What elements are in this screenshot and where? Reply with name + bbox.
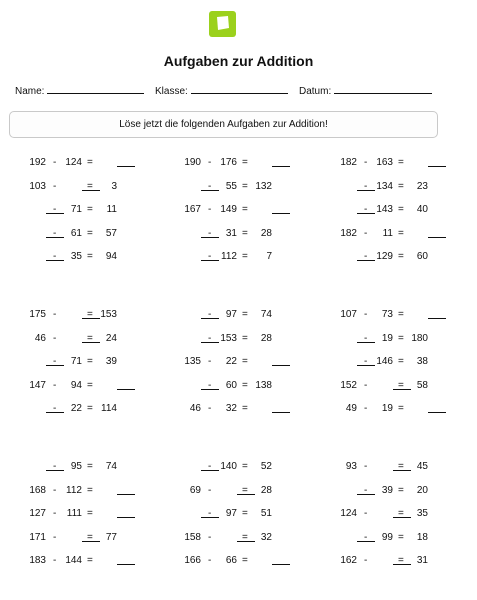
equals-sign: = — [398, 403, 404, 414]
problem-row — [175, 356, 285, 368]
minus-sign: - — [364, 180, 368, 192]
problem-row — [20, 532, 130, 544]
operand-1: 175 — [29, 309, 46, 320]
operand-1: 192 — [29, 157, 46, 168]
result: 180 — [411, 332, 428, 344]
problem-row — [175, 333, 285, 345]
problem-row — [175, 555, 285, 567]
minus-sign: - — [364, 157, 368, 168]
equals-sign: = — [242, 484, 248, 496]
minus-sign: - — [364, 251, 368, 262]
operand-2: 19 — [381, 332, 393, 344]
operand-2: 22 — [225, 356, 237, 367]
problem-row — [175, 485, 285, 497]
result: 94 — [105, 251, 117, 262]
minus-sign: - — [208, 379, 212, 391]
problem-row — [20, 157, 130, 169]
operand-2: 32 — [225, 403, 237, 414]
operand-1: 135 — [184, 356, 201, 367]
minus-sign: - — [208, 356, 212, 367]
minus-sign: - — [208, 484, 212, 496]
result: 3 — [111, 180, 117, 192]
equals-sign: = — [87, 204, 93, 215]
minus-sign: - — [364, 332, 368, 344]
logo-icon — [209, 11, 236, 37]
equals-sign: = — [398, 180, 404, 192]
instruction-box: Löse jetzt die folgenden Aufgaben zur Addition! — [9, 111, 438, 138]
minus-sign: - — [208, 508, 212, 519]
minus-sign: - — [364, 204, 368, 215]
minus-sign: - — [364, 227, 368, 239]
answer-blank[interactable] — [428, 309, 446, 319]
equals-sign: = — [242, 555, 248, 566]
operand-2: 66 — [225, 555, 237, 566]
operand-2: 149 — [220, 204, 237, 215]
result: 7 — [266, 251, 272, 262]
equals-sign: = — [87, 403, 93, 414]
minus-sign: - — [364, 484, 368, 496]
problem-row — [175, 181, 285, 193]
answer-blank[interactable] — [428, 157, 446, 167]
operand-1: 103 — [29, 180, 46, 192]
equals-sign: = — [242, 180, 248, 192]
equals-sign: = — [242, 531, 248, 543]
operand-2: 35 — [70, 251, 82, 262]
result: 28 — [260, 227, 272, 239]
operand-2: 71 — [70, 204, 82, 215]
problem-row — [175, 309, 285, 321]
result: 18 — [416, 531, 428, 543]
klasse-field[interactable] — [155, 84, 288, 97]
minus-sign: - — [53, 508, 57, 519]
minus-sign: - — [208, 461, 212, 472]
equals-sign: = — [242, 309, 248, 320]
equals-sign: = — [87, 227, 93, 239]
equals-sign: = — [87, 508, 93, 519]
operand-2: 94 — [70, 379, 82, 391]
page-title: Aufgaben zur Addition — [163, 53, 314, 69]
answer-blank[interactable] — [117, 555, 135, 565]
answer-blank[interactable] — [272, 555, 290, 565]
minus-sign: - — [208, 531, 212, 543]
problem-row — [20, 555, 130, 567]
operand-2: 143 — [376, 204, 393, 215]
equals-sign: = — [87, 157, 93, 168]
equals-sign: = — [242, 403, 248, 414]
equals-sign: = — [87, 251, 93, 262]
operand-1: 166 — [184, 555, 201, 566]
problem-row — [175, 403, 285, 415]
problem-row — [331, 228, 441, 240]
minus-sign: - — [53, 157, 57, 168]
minus-sign: - — [208, 180, 212, 192]
problem-row — [331, 309, 441, 321]
equals-sign: = — [398, 309, 404, 320]
equals-sign: = — [242, 251, 248, 262]
problem-row — [175, 380, 285, 392]
problem-row — [20, 356, 130, 368]
problem-row — [331, 532, 441, 544]
minus-sign: - — [364, 555, 368, 566]
problem-row — [175, 228, 285, 240]
answer-blank[interactable] — [428, 228, 446, 238]
operand-1: 162 — [340, 555, 357, 566]
equals-sign: = — [87, 180, 93, 192]
result: 138 — [255, 379, 272, 391]
equals-sign: = — [242, 508, 248, 519]
equals-sign: = — [242, 227, 248, 239]
result: 39 — [105, 356, 117, 367]
operand-2: 140 — [220, 461, 237, 472]
operand-1: 127 — [29, 508, 46, 519]
operand-2: 134 — [376, 180, 393, 192]
equals-sign: = — [242, 461, 248, 472]
problem-row — [331, 508, 441, 520]
problem-row — [20, 181, 130, 193]
name-label: Name: — [15, 86, 45, 97]
equals-sign: = — [242, 356, 248, 367]
operand-1: 69 — [189, 484, 201, 496]
minus-sign: - — [364, 531, 368, 543]
operand-2: 112 — [66, 484, 82, 496]
problem-row — [20, 461, 130, 473]
result: 51 — [260, 508, 272, 519]
result: 28 — [260, 484, 272, 496]
minus-sign: - — [208, 157, 212, 168]
result: 74 — [260, 309, 272, 320]
equals-sign: = — [87, 332, 93, 344]
result: 114 — [101, 403, 117, 414]
minus-sign: - — [364, 309, 368, 320]
result: 45 — [416, 461, 428, 472]
problem-row — [175, 461, 285, 473]
result: 24 — [105, 332, 117, 344]
operand-2: 55 — [225, 180, 237, 192]
minus-sign: - — [364, 461, 368, 472]
equals-sign: = — [242, 379, 248, 391]
operand-2: 129 — [376, 251, 393, 262]
equals-sign: = — [87, 531, 93, 543]
problem-row — [20, 204, 130, 216]
problem-row — [331, 485, 441, 497]
equals-sign: = — [87, 309, 93, 320]
problem-row — [20, 508, 130, 520]
result: 28 — [260, 332, 272, 344]
answer-blank[interactable] — [272, 157, 290, 167]
operand-2: 144 — [65, 555, 82, 566]
minus-sign: - — [53, 356, 57, 367]
minus-sign: - — [208, 309, 212, 320]
minus-sign: - — [208, 555, 212, 566]
operand-2: 111 — [66, 508, 82, 519]
minus-sign: - — [208, 251, 212, 262]
operand-1: 46 — [189, 403, 201, 414]
equals-sign: = — [398, 251, 404, 262]
minus-sign: - — [53, 403, 57, 414]
result: 23 — [416, 180, 428, 192]
equals-sign: = — [398, 157, 404, 168]
minus-sign: - — [53, 484, 57, 496]
equals-sign: = — [398, 227, 404, 239]
equals-sign: = — [242, 157, 248, 168]
operand-2: 61 — [70, 227, 82, 239]
minus-sign: - — [53, 227, 57, 239]
klasse-label: Klasse: — [155, 86, 188, 97]
problem-row — [331, 461, 441, 473]
operand-2: 60 — [225, 379, 237, 391]
operand-2: 99 — [381, 531, 393, 543]
answer-blank[interactable] — [428, 403, 446, 413]
operand-1: 167 — [184, 204, 201, 215]
equals-sign: = — [398, 356, 404, 367]
minus-sign: - — [53, 204, 57, 215]
minus-sign: - — [364, 356, 368, 367]
operand-1: 190 — [184, 157, 201, 168]
problem-row — [20, 403, 130, 415]
operand-2: 22 — [70, 403, 82, 414]
result: 52 — [260, 461, 272, 472]
equals-sign: = — [242, 204, 248, 215]
result: 38 — [416, 356, 428, 367]
problem-row — [20, 251, 130, 263]
problem-row — [175, 157, 285, 169]
operand-2: 153 — [220, 332, 237, 344]
operand-1: 124 — [340, 508, 357, 519]
minus-sign: - — [364, 508, 368, 519]
problem-row — [20, 333, 130, 345]
equals-sign: = — [87, 461, 93, 472]
operand-1: 107 — [340, 309, 357, 320]
problem-row — [331, 380, 441, 392]
problem-row — [20, 228, 130, 240]
equals-sign: = — [398, 332, 404, 344]
minus-sign: - — [53, 180, 57, 192]
problem-row — [331, 333, 441, 345]
operand-1: 46 — [34, 332, 46, 344]
datum-field[interactable] — [299, 84, 432, 97]
problem-row — [175, 251, 285, 263]
equals-sign: = — [87, 555, 93, 566]
operand-2: 163 — [376, 157, 393, 168]
equals-sign: = — [398, 555, 404, 566]
klasse-line[interactable] — [191, 84, 288, 94]
answer-blank[interactable] — [272, 356, 290, 366]
answer-blank[interactable] — [272, 204, 290, 214]
equals-sign: = — [87, 379, 93, 391]
equals-sign: = — [398, 204, 404, 215]
problem-row — [331, 403, 441, 415]
result: 77 — [105, 531, 117, 543]
operand-2: 73 — [381, 309, 393, 320]
problem-row — [175, 532, 285, 544]
operand-1: 171 — [29, 531, 46, 543]
result: 40 — [416, 204, 428, 215]
problem-row — [331, 251, 441, 263]
operand-2: 97 — [225, 309, 237, 320]
answer-blank[interactable] — [272, 403, 290, 413]
operand-2: 112 — [221, 251, 237, 262]
operand-1: 49 — [345, 403, 357, 414]
name-line[interactable] — [47, 84, 144, 94]
problem-row — [175, 204, 285, 216]
operand-1: 147 — [29, 379, 46, 391]
operand-2: 39 — [381, 484, 393, 496]
operand-2: 11 — [382, 227, 393, 239]
minus-sign: - — [208, 227, 212, 239]
answer-blank[interactable] — [117, 485, 135, 495]
datum-line[interactable] — [334, 84, 432, 94]
problem-row — [331, 356, 441, 368]
result: 20 — [416, 484, 428, 496]
operand-1: 152 — [340, 379, 357, 391]
equals-sign: = — [398, 484, 404, 496]
operand-1: 182 — [340, 157, 357, 168]
name-field[interactable] — [15, 84, 144, 97]
minus-sign: - — [53, 309, 57, 320]
logo — [209, 11, 236, 37]
equals-sign: = — [242, 332, 248, 344]
equals-sign: = — [398, 508, 404, 519]
operand-1: 182 — [340, 227, 357, 239]
operand-1: 158 — [184, 531, 201, 543]
minus-sign: - — [208, 332, 212, 344]
problem-row — [331, 181, 441, 193]
result: 11 — [106, 204, 117, 215]
minus-sign: - — [53, 332, 57, 344]
problem-row — [20, 380, 130, 392]
operand-1: 168 — [29, 484, 46, 496]
result: 74 — [105, 461, 117, 472]
result: 132 — [255, 180, 272, 192]
equals-sign: = — [87, 356, 93, 367]
result: 58 — [416, 379, 428, 391]
problem-row — [331, 555, 441, 567]
operand-2: 71 — [70, 356, 82, 367]
answer-blank[interactable] — [117, 508, 135, 518]
problem-row — [20, 309, 130, 321]
problem-row — [331, 157, 441, 169]
minus-sign: - — [364, 379, 368, 391]
equals-sign: = — [398, 379, 404, 391]
operand-1: 183 — [29, 555, 46, 566]
operand-2: 146 — [376, 356, 393, 367]
result: 31 — [416, 555, 428, 566]
minus-sign: - — [53, 251, 57, 262]
answer-blank[interactable] — [117, 380, 135, 390]
equals-sign: = — [398, 461, 404, 472]
minus-sign: - — [208, 204, 212, 215]
operand-2: 31 — [225, 227, 237, 239]
equals-sign: = — [87, 484, 93, 496]
problem-row — [331, 204, 441, 216]
equals-sign: = — [398, 531, 404, 543]
operand-2: 124 — [65, 157, 82, 168]
operand-2: 19 — [381, 403, 393, 414]
answer-blank[interactable] — [117, 157, 135, 167]
minus-sign: - — [208, 403, 212, 414]
minus-sign: - — [53, 379, 57, 391]
problem-row — [175, 508, 285, 520]
operand-1: 93 — [345, 461, 357, 472]
minus-sign: - — [53, 531, 57, 543]
operand-2: 95 — [70, 461, 82, 472]
minus-sign: - — [53, 555, 57, 566]
result: 60 — [416, 251, 428, 262]
operand-2: 97 — [225, 508, 237, 519]
minus-sign: - — [53, 461, 57, 472]
operand-2: 176 — [220, 157, 237, 168]
result: 153 — [100, 309, 117, 320]
result: 35 — [416, 508, 428, 519]
result: 32 — [260, 531, 272, 543]
problem-row — [20, 485, 130, 497]
minus-sign: - — [364, 403, 368, 414]
result: 57 — [105, 227, 117, 239]
datum-label: Datum: — [299, 86, 332, 97]
